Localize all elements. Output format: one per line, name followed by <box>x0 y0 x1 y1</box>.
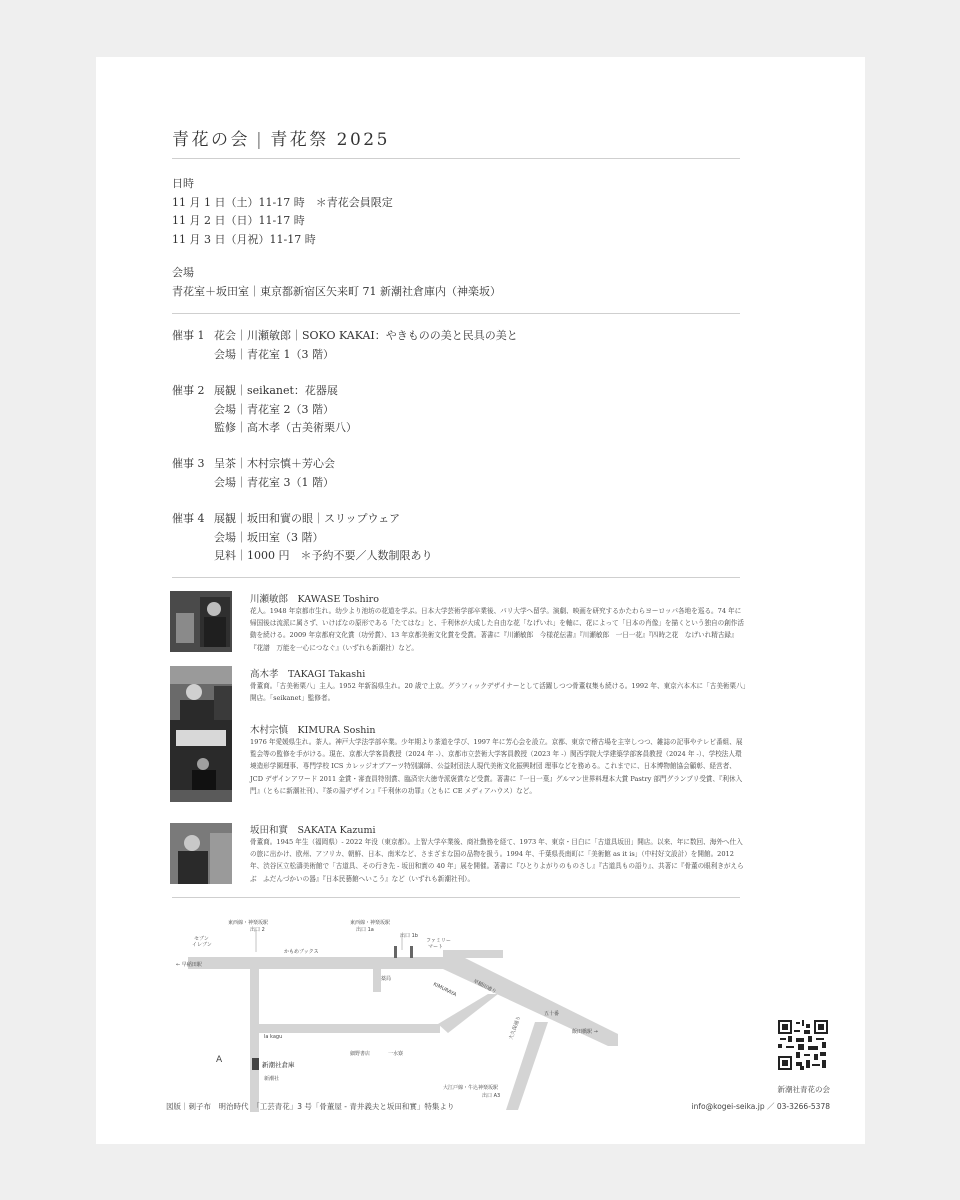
map-label: 細野書店 <box>350 1051 371 1057</box>
map-label: 大江戸線・牛込神楽坂駅 <box>443 1085 499 1091</box>
schedule-day: 11 月 2 日（日）11-17 時 <box>172 214 305 227</box>
event-3 <box>172 455 335 492</box>
schedule-label: 日時 <box>172 177 194 190</box>
road-diagonal <box>438 994 498 1033</box>
map-label: 東西線・神楽坂駅 <box>228 920 269 926</box>
portrait-photo <box>170 720 232 802</box>
event-label: 催事 2 <box>172 384 205 397</box>
map-label: 早稲田通り <box>472 978 498 996</box>
road-segment <box>443 950 503 958</box>
map-label: 薬局 <box>381 976 392 982</box>
road-vertical <box>373 967 381 992</box>
station-exit <box>394 946 397 958</box>
bio-name: 川瀬敏郎 KAWASE Toshiro <box>250 594 379 605</box>
org-name: 青花の会 <box>172 130 250 150</box>
map-label: 一水寮 <box>388 1051 404 1057</box>
title-separator: | <box>256 130 265 150</box>
map-label: 出口 2 <box>250 927 265 933</box>
event-2 <box>172 382 357 438</box>
map-label: 大久保通り <box>508 1015 523 1041</box>
portrait-photo <box>170 823 232 884</box>
divider <box>172 313 740 314</box>
station-exit <box>410 946 413 958</box>
event-label: 催事 1 <box>172 329 205 342</box>
map-label: マート <box>428 944 444 950</box>
road-horizontal <box>250 1024 440 1033</box>
event-line: 監修｜高木孝（古美術栗八） <box>214 421 357 434</box>
schedule-day: 11 月 1 日（土）11-17 時 ＊青花会員限定 <box>172 195 393 209</box>
map-label: 五十番 <box>544 1011 560 1017</box>
map-label: 東西線・神楽坂駅 <box>350 920 391 926</box>
map-label: 出口 1b <box>400 933 418 939</box>
venue-label: 会場 <box>172 266 194 279</box>
map-label: KIMURAYA <box>432 981 458 999</box>
map-label: ← 早稲田駅 <box>176 962 202 968</box>
bio-name: 坂田和實 SAKATA Kazumi <box>250 825 376 836</box>
venue-block <box>172 264 501 301</box>
event-line: 呈茶｜木村宗慎＋芳心会 <box>214 457 335 470</box>
bio-text: 1976 年愛媛県生れ。茶人。神戸大学法学部卒業。少年期より茶道を学び、1997 年に芳心会を設立。京都、東京で稽古場を主宰しつつ、雑誌の記事やテレビ番組、展覧会等の監修を手がける。現在、京都大学客員教授（2024 年 -）、京都市立芸術大学客員教授（2023 年 -）関西学院大学建築学部客員教授（2024 年 -）、学校法人環境造形学園理事、専門学校 ICS カレッジオブアーツ特別講師、公益財団法人現代美術文化振興財団 理事などを務める。これまでに、日本博物館協会顧彰、経営者、JCD デザインアワード 2011 金賞・審査員特別賞、臨済宗大徳寺派褒賞など受賞。著書に『一日一菓』グルマン世界料理本大賞 Pastry 部門グランプリ受賞、『利休入門』（ともに新潮社刊）、『茶の湯デザイン』『千利休の功罪』（ともに CE メディアハウス）など。 <box>250 738 743 795</box>
event-line: 展観｜seikanet：花器展 <box>214 384 338 397</box>
event-label: 催事 4 <box>172 512 205 525</box>
north-mark: A <box>216 1055 223 1065</box>
bio-text: 骨董商。「古美術栗八」主人。1952 年新潟県生れ。20 歳で上京。グラフィックデザイナーとして活躍しつつ骨董収集も続ける。1992 年、東京六本木に「古美術栗八」開店。「seikanet」監修者。 <box>250 682 747 703</box>
access-map <box>176 912 658 1112</box>
waseda-street <box>188 957 443 969</box>
venue-text: 青花室＋坂田室｜東京都新宿区矢来町 71 新潮社倉庫内（神楽坂） <box>172 284 501 298</box>
contact-info: info@kogei-seika.jp ／ 03-3266-5378 <box>691 1102 830 1111</box>
poster-sheet <box>96 57 865 1144</box>
bio-name: 高木孝 TAKAGI Takashi <box>250 669 366 680</box>
qr-code <box>778 1020 828 1070</box>
map-label: イレブン <box>192 942 212 948</box>
map-label: 新潮社 <box>264 1076 280 1082</box>
map-label: ファミリー <box>426 938 451 944</box>
map-label: 出口 1a <box>356 927 374 933</box>
event-label: 催事 3 <box>172 457 205 470</box>
schedule-block <box>172 175 393 249</box>
schedule-day: 11 月 3 日（月祝）11-17 時 <box>172 232 316 246</box>
divider <box>172 897 740 898</box>
map-label: la kagu <box>264 1034 283 1040</box>
event-line: 会場｜青花室 3（1 階） <box>214 475 334 489</box>
image-caption: 図版｜刺子布 明治時代 「工芸青花」3 号「骨董屋 - 青井義夫と坂田和實」特集より <box>166 1102 455 1111</box>
portrait-photo <box>170 591 232 652</box>
road-vertical <box>250 967 259 1112</box>
portrait-photo <box>170 666 232 727</box>
bio-text: 骨董商。1945 年生（福岡県）- 2022 年没（東京都）。上智大学卒業後、商社勤務を経て、1973 年、東京・目白に「古道具坂田」開店。以来、年に数回、海外へ仕入の旅に出かけ、欧州、アフリカ、朝鮮、日本、南米など、さまざまな国の品物を扱う。1994 年、千葉県長南町に「美術館 as it is」（中村好文設計）を開館。2012 年、渋谷区立松濤美術館で「古道具、その行き先 - 坂田和實の 40 年」展を開催。著書に『ひとりよがりのものさし』『古道具もの語り』、共著に『骨董の眼利きがえらぶ ふだんづかいの器』『日本民藝館へいこう』など（いずれも新潮社刊）。 <box>250 838 744 883</box>
event-name: 青花祭 2025 <box>270 130 390 150</box>
page-title <box>172 125 390 150</box>
bio-text: 花人。1948 年京都市生れ。幼少より池坊の花道を学ぶ。日本大学芸術学部卒業後、パリ大学へ留学。演劇、映画を研究するかたわらヨーロッパ各地を巡る。74 年に帰国後は流派に属さず、いけばなの原形である「たてはな」と、千利休が大成した自由な花「なげいれ」を軸に、花によって「日本の肖像」を描くという独自の創作活動を続ける。2009 年京都府文化賞（功労賞）、13 年京都美術文化賞を受賞。著書に『川瀬敏郎 今様花伝書』『川瀬敏郎 一日一花』『四時之花 なげいれ精古録』『花譜 万能を一心につなぐ』（いずれも新潮社）など。 <box>250 607 744 652</box>
shinchosha-building <box>252 1058 259 1070</box>
event-line: 会場｜青花室 2（3 階） <box>214 402 334 416</box>
map-label: かもめブックス <box>284 949 319 955</box>
publisher-name: 新潮社青花の会 <box>777 1085 830 1094</box>
event-line: 会場｜坂田室（3 階） <box>214 530 324 544</box>
event-line: 花会｜川瀬敏郎｜SOKO KAKAI：やきものの美と民具の美と <box>214 329 518 342</box>
event-1 <box>172 327 518 364</box>
map-label: セブン <box>194 936 209 942</box>
event-line: 見料｜1000 円 ＊予約不要／人数制限あり <box>214 549 433 562</box>
event-line: 展観｜坂田和實の眼｜スリップウェア <box>214 512 401 525</box>
divider <box>172 577 740 578</box>
map-label: 出口 A3 <box>482 1093 501 1099</box>
map-label: 新潮社倉庫 <box>262 1061 295 1069</box>
divider <box>172 158 740 159</box>
bio-name: 木村宗慎 KIMURA Soshin <box>250 725 376 736</box>
event-4 <box>172 510 433 566</box>
map-label: 飯田橋駅 → <box>572 1029 598 1035</box>
event-line: 会場｜青花室 1（3 階） <box>214 347 334 361</box>
